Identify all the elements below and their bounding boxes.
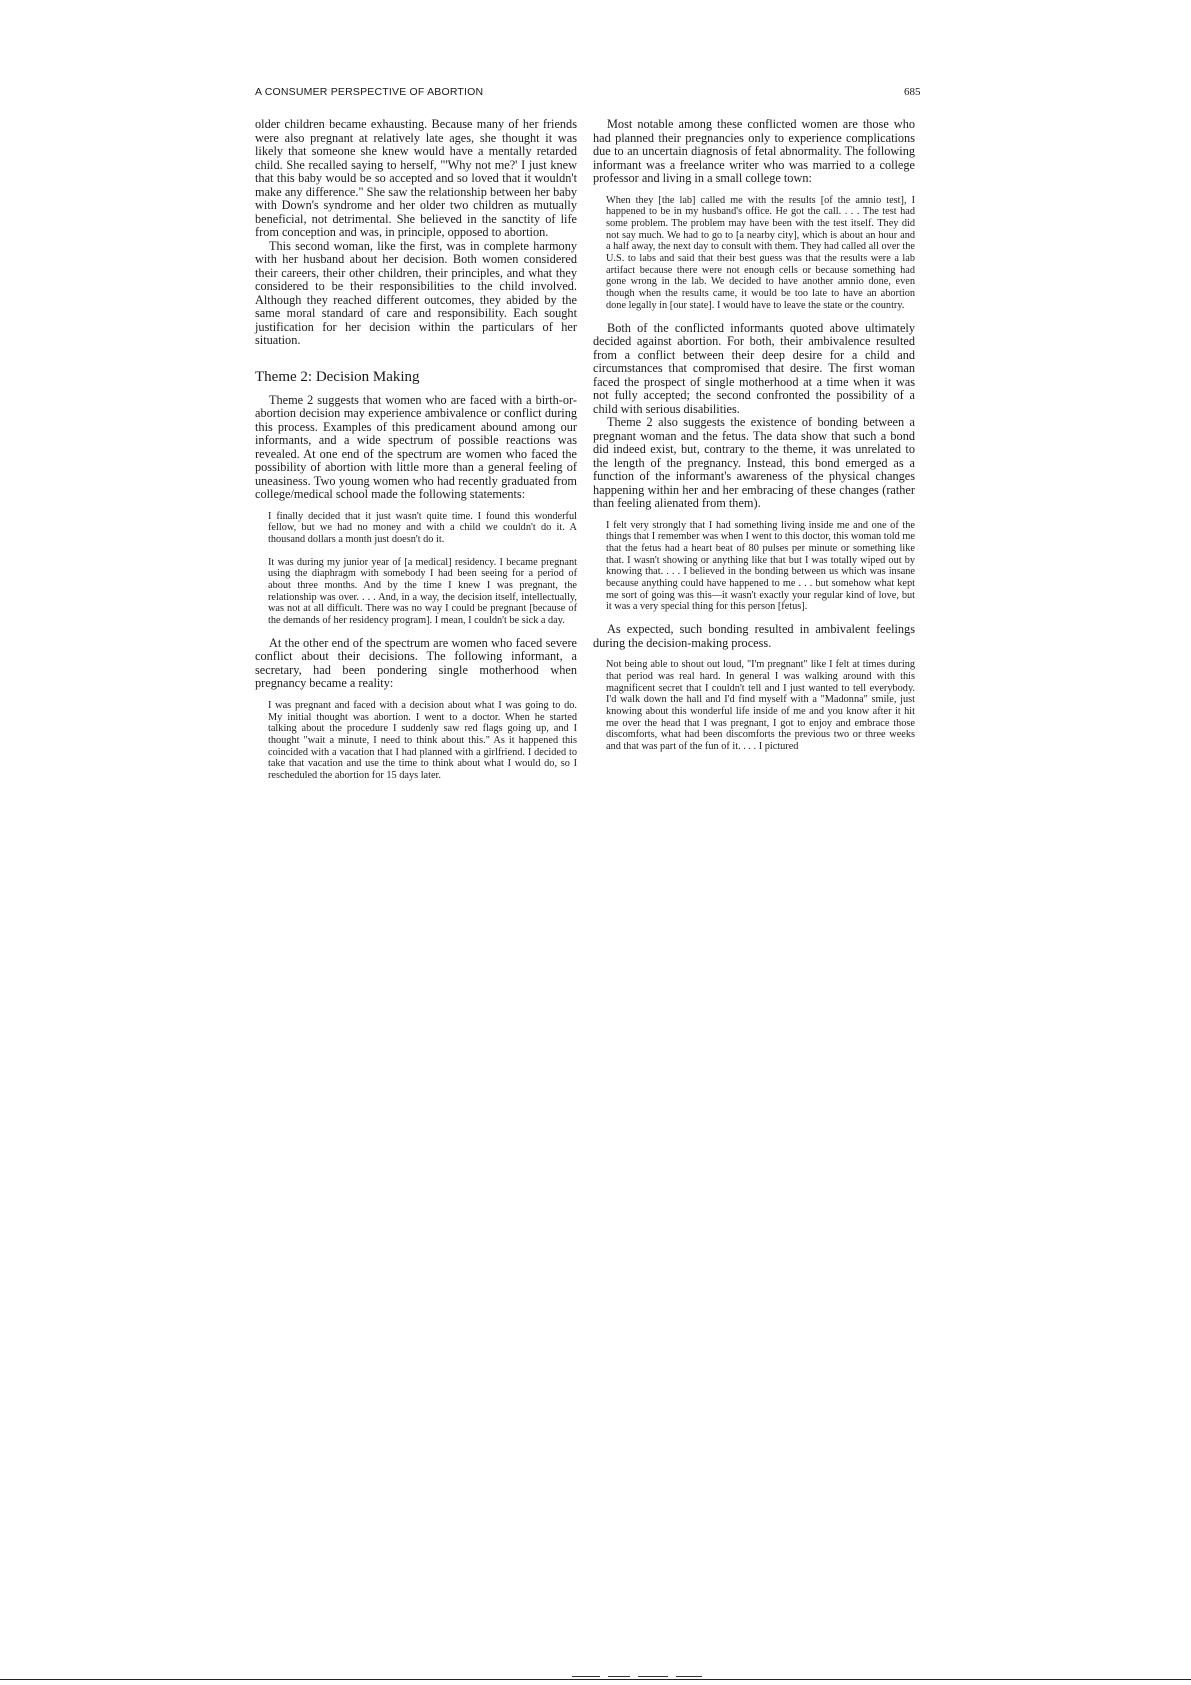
- body-paragraph: This second woman, like the first, was in complete harmony with her husband about her decision. Both women considered their careers, their other children, their principles, and what they considered to be their responsibilities to the child involved. Although they reached different outcomes, they abided by the same moral standard of care and responsibility. Each sought justification for her decision within the particulars of her situation.: [255, 238, 577, 347]
- body-paragraph: older children became exhausting. Because many of her friends were also pregnant at relatively late ages, she thought it was likely that someone she knew would have a mentally retarded child. She recalled saying to herself, "'Why not me?' I just knew that this baby would be so accepted and so loved that it wouldn't make any difference." She saw the relationship between her baby with Down's syndrome and her older two children as mutually beneficial, not detrimental. She believed in the sanctity of life from conception and was, in principle, opposed to abortion.: [255, 117, 577, 239]
- quote-paragraph: Not being able to shout out loud, "I'm pregnant" like I felt at times during that period was real hard. In general I was walking around with this magnificent secret that I couldn't tell and I just wanted to tell everybody. I'd walk down the hall and I'd find myself with a "Madonna" smile, just knowing about this wonderful life inside of me and you know after it hit me over the head that I was pregnant, I got to enjoy and embrace those discomforts, what had been discomforts the previous two or three weeks and that was part of the fun of it. . . . I pictured: [606, 659, 915, 753]
- body-paragraph: At the other end of the spectrum are women who faced severe conflict about their decisions. The following informant, a secretary, had been pondering single motherhood when pregnancy became a reality:: [255, 635, 577, 691]
- body-paragraph: As expected, such bonding resulted in ambivalent feelings during the decision-making process.: [593, 622, 915, 650]
- quote-paragraph: I was pregnant and faced with a decision about what I was going to do. My initial thought was abortion. I went to a doctor. When he started talking about the procedure I suddenly saw red flags going up, and I thought "wait a minute, I need to think about this." As it happened this coincided with a vacation that I had planned with a girlfriend. I decided to take that vacation and use the time to think about what I would do, so I rescheduled the abortion for 15 days later.: [268, 699, 577, 782]
- page-number: 685: [904, 86, 921, 98]
- quote-paragraph: When they [the lab] called me with the results [of the amnio test], I happened to be in my husband's office. He got the call. . . . The test had some problem. The problem may have been with the test itself. They did not say much. We had to go to [a nearby city], which is about an hour and a half away, the next day to consult with them. They had called all over the U.S. to labs and said that their best guess was that the results were a lab artifact because there were not enough cells or because something had gone wrong in the lab. We decided to have another amnio done, even though when the results came, it would be too late to have an abortion done legally in [our state]. I would have to leave the state or the country.: [606, 194, 915, 311]
- block-quote: [593, 195, 915, 312]
- scan-marks: [572, 1676, 722, 1679]
- body-paragraph: Both of the conflicted informants quoted above ultimately decided against abortion. For both, their ambivalence resulted from a conflict between their deep desire for a child and circumstances that compromised that desire. The first woman faced the prospect of single motherhood at a time when it was not fully accepted; the second confronted the possibility of a child with serious disabilities.: [593, 320, 915, 416]
- body-paragraph: Theme 2 also suggests the existence of bonding between a pregnant woman and the fetus. The data show that such a bond did indeed exist, but, contrary to the theme, it was unrelated to the length of the pregnancy. Instead, this bond emerged as a function of the informant's awareness of the physical changes happening within her and her embracing of these changes (rather than feeling alienated from them).: [593, 415, 915, 511]
- quote-paragraph: It was during my junior year of [a medical] residency. I became pregnant using the diaphragm with somebody I had been seeing for a period of about three months. And by the time I knew I was pregnant, the relationship was over. . . . And, in a way, the decision itself, intellectually, was not at all difficult. There was no way I could be pregnant [because of the demands of her residency program]. I mean, I couldn't be sick a day.: [268, 556, 577, 627]
- quote-paragraph: I felt very strongly that I had something living inside me and one of the things that I remember was when I went to this doctor, this woman told me that the fetus had a heart beat of 80 pulses per minute or something like that. I wasn't showing or anything like that but I was totally wiped out by knowing that. . . . I believed in the bonding between us which was insane because anything could have happened to me . . . but somehow what kept me sort of going was this—it wasn't exactly your regular kind of love, but it was a very special thing for this person [fetus].: [606, 519, 915, 613]
- section-heading: Theme 2: Decision Making: [255, 368, 420, 385]
- quote-paragraph: I finally decided that it just wasn't quite time. I found this wonderful fellow, but we had no money and with a child we couldn't do it. A thousand dollars a month just doesn't do it.: [268, 510, 577, 545]
- right-column: [593, 118, 915, 763]
- running-title: A CONSUMER PERSPECTIVE OF ABORTION: [255, 86, 484, 98]
- block-quote: [593, 659, 915, 753]
- block-quote: [593, 520, 915, 614]
- scan-bottom-rule: [0, 1679, 1191, 1680]
- body-paragraph: Theme 2 suggests that women who are faced with a birth-or-abortion decision may experience ambivalence or conflict during this process. Examples of this predicament abound among our informants, and a wide spectrum of possible reactions was revealed. At one end of the spectrum are women who faced the possibility of abortion with little more than a general feeling of uneasiness. Two young women who had recently graduated from college/medical school made the following statements:: [255, 392, 577, 501]
- body-paragraph: Most notable among these conflicted women are those who had planned their pregnancies only to experience complications due to an uncertain diagnosis of fetal abnormality. The following informant was a freelance writer who was married to a college professor and living in a small college town:: [593, 117, 915, 185]
- block-quote: [255, 511, 577, 627]
- left-column: [255, 118, 577, 792]
- block-quote: [255, 700, 577, 782]
